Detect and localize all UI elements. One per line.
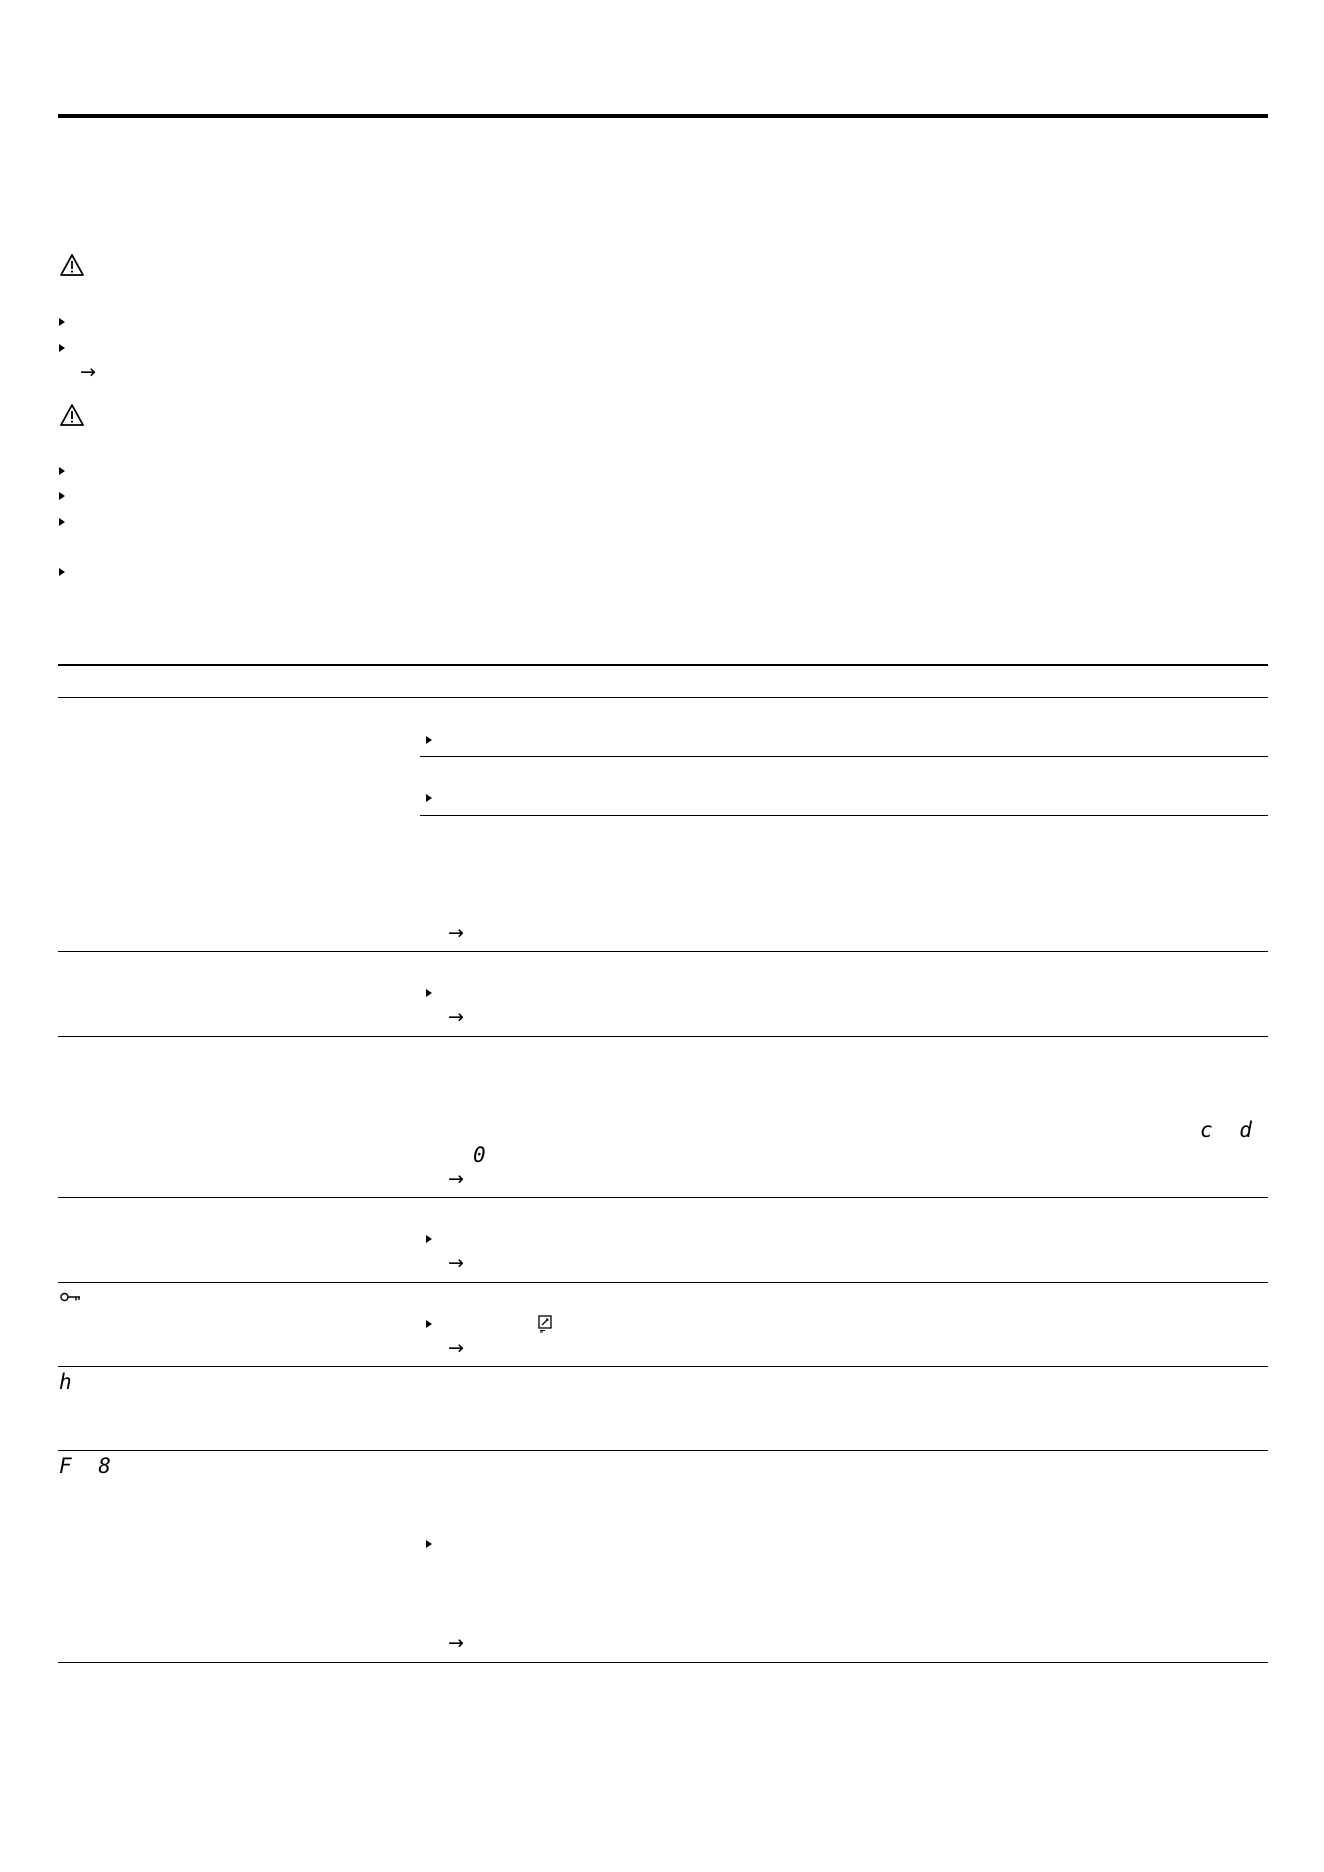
right-arrow-icon: → xyxy=(448,922,464,944)
row-rule xyxy=(58,951,1268,952)
right-arrow-icon: → xyxy=(80,361,96,383)
triangle-bullet-icon xyxy=(426,736,432,744)
display-code-h: h xyxy=(59,1370,79,1394)
row-rule xyxy=(58,1282,1268,1283)
triangle-bullet-icon xyxy=(59,518,65,526)
key-icon xyxy=(60,1291,82,1303)
table-header-bottom-rule xyxy=(58,697,1268,698)
display-code-zero: 0 xyxy=(473,1143,493,1167)
triangle-bullet-icon xyxy=(59,492,65,500)
right-arrow-icon: → xyxy=(448,1006,464,1028)
row-rule xyxy=(58,1366,1268,1367)
right-arrow-icon: → xyxy=(448,1168,464,1190)
header-rule xyxy=(58,114,1268,118)
edit-symbol-icon xyxy=(538,1315,552,1333)
triangle-bullet-icon xyxy=(59,467,65,475)
display-code-f8: F 8 xyxy=(59,1454,118,1478)
cell-divider xyxy=(420,756,1268,757)
triangle-bullet-icon xyxy=(59,568,65,576)
table-header-rule xyxy=(58,664,1268,666)
right-arrow-icon: → xyxy=(448,1632,464,1654)
warning-triangle-icon xyxy=(59,403,85,427)
triangle-bullet-icon xyxy=(426,1540,432,1548)
triangle-bullet-icon xyxy=(426,989,432,997)
cell-divider xyxy=(420,815,1268,816)
warning-triangle-icon xyxy=(59,253,85,277)
triangle-bullet-icon xyxy=(59,318,65,326)
row-rule xyxy=(58,1450,1268,1451)
triangle-bullet-icon xyxy=(426,1320,432,1328)
table-bottom-rule xyxy=(58,1662,1268,1663)
right-arrow-icon: → xyxy=(448,1252,464,1274)
display-code-cd: c d xyxy=(1200,1118,1259,1142)
right-arrow-icon: → xyxy=(448,1337,464,1359)
row-rule xyxy=(58,1036,1268,1037)
triangle-bullet-icon xyxy=(426,794,432,802)
triangle-bullet-icon xyxy=(426,1235,432,1243)
triangle-bullet-icon xyxy=(59,344,65,352)
row-rule xyxy=(58,1197,1268,1198)
